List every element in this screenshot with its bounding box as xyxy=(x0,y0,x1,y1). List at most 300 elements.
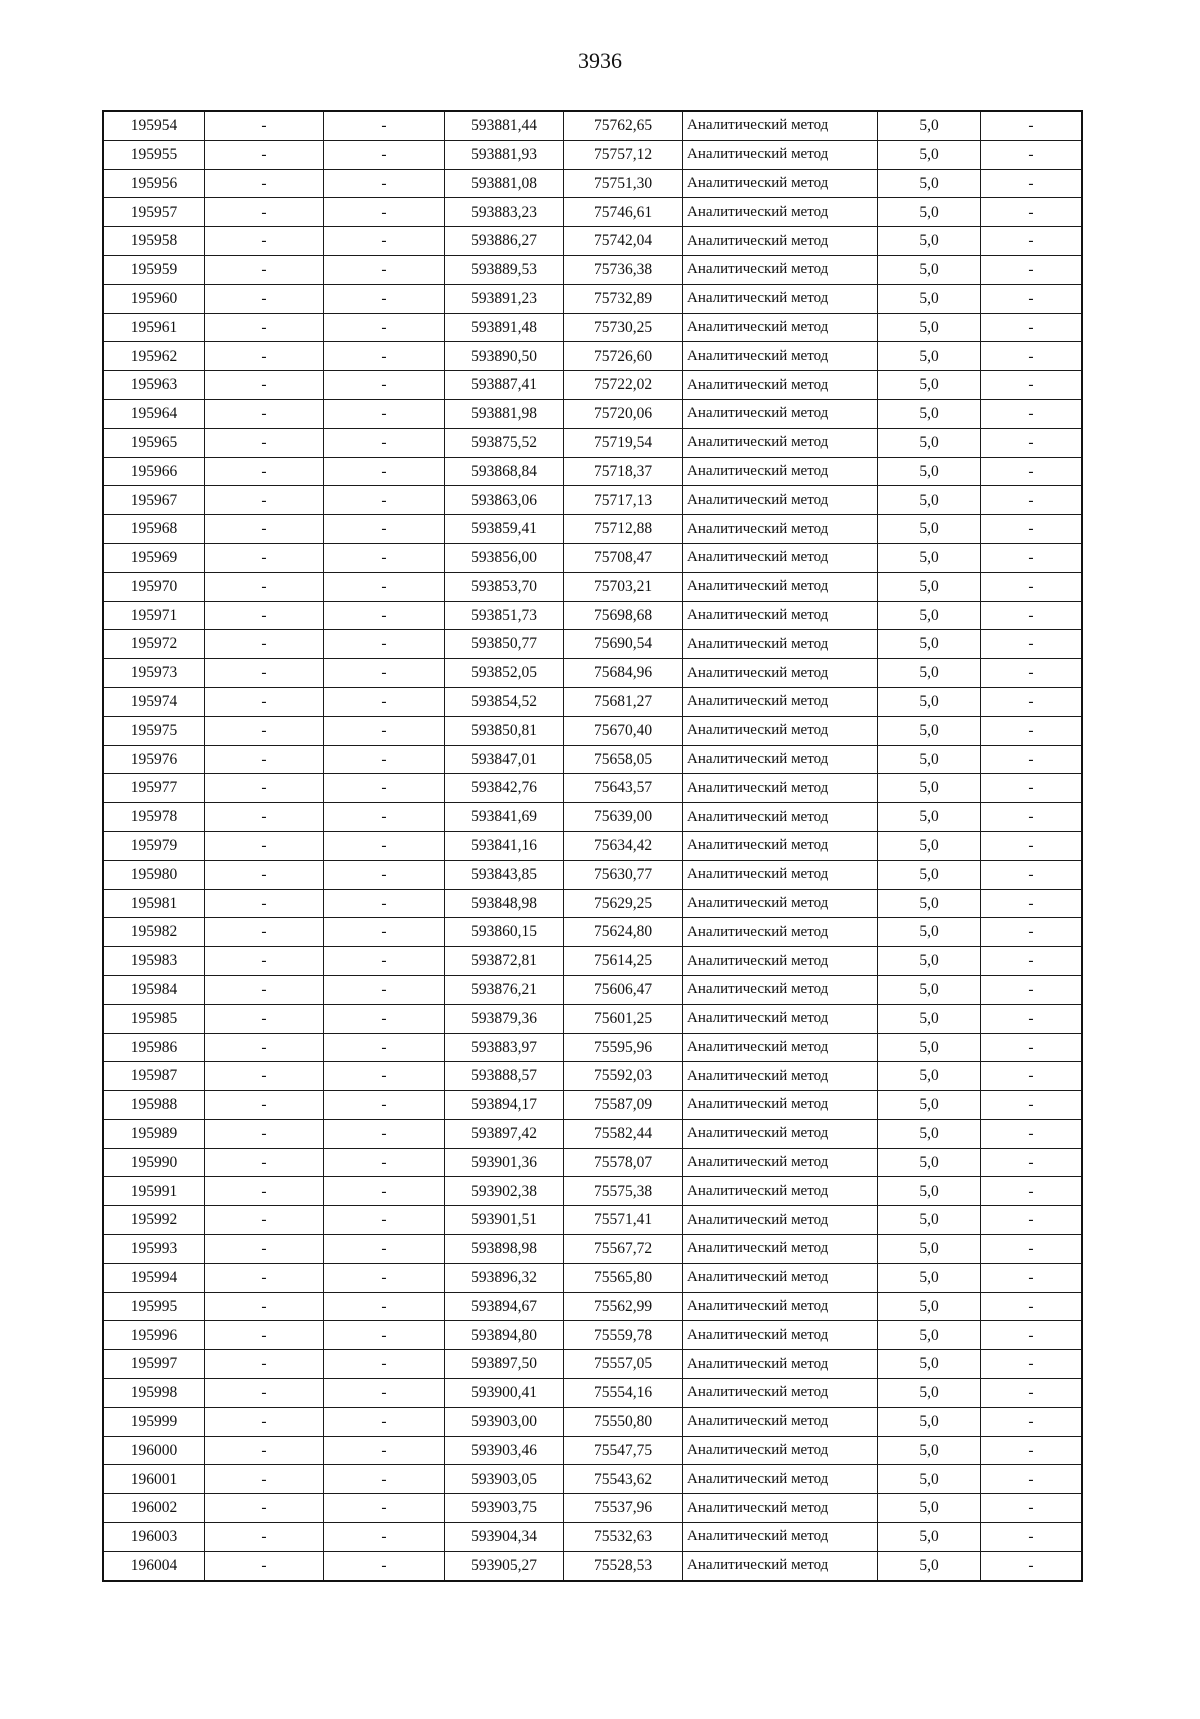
empty-cell-c: - xyxy=(981,1292,1083,1321)
accuracy-cell: 5,0 xyxy=(878,543,981,572)
point-id-cell: 195959 xyxy=(103,255,205,284)
table-row xyxy=(103,1436,1082,1465)
table-row xyxy=(103,1379,1082,1408)
accuracy-cell: 5,0 xyxy=(878,1062,981,1091)
table-row xyxy=(103,1350,1082,1379)
method-cell: Аналитический метод xyxy=(683,227,878,256)
x-coordinate-cell: 593843,85 xyxy=(445,860,564,889)
point-id-cell: 195989 xyxy=(103,1119,205,1148)
point-id-cell: 195976 xyxy=(103,745,205,774)
empty-cell-c: - xyxy=(981,1148,1083,1177)
empty-cell-b: - xyxy=(324,313,445,342)
accuracy-cell: 5,0 xyxy=(878,1379,981,1408)
empty-cell-c: - xyxy=(981,1062,1083,1091)
table-row xyxy=(103,601,1082,630)
table-row xyxy=(103,1523,1082,1552)
method-cell: Аналитический метод xyxy=(683,255,878,284)
accuracy-cell: 5,0 xyxy=(878,313,981,342)
empty-cell-b: - xyxy=(324,831,445,860)
y-coordinate-cell: 75742,04 xyxy=(564,227,683,256)
point-id-cell: 195960 xyxy=(103,284,205,313)
method-cell: Аналитический метод xyxy=(683,572,878,601)
y-coordinate-cell: 75719,54 xyxy=(564,428,683,457)
accuracy-cell: 5,0 xyxy=(878,140,981,169)
y-coordinate-cell: 75595,96 xyxy=(564,1033,683,1062)
x-coordinate-cell: 593903,05 xyxy=(445,1465,564,1494)
y-coordinate-cell: 75712,88 xyxy=(564,515,683,544)
empty-cell-b: - xyxy=(324,428,445,457)
empty-cell-b: - xyxy=(324,457,445,486)
method-cell: Аналитический метод xyxy=(683,371,878,400)
point-id-cell: 195964 xyxy=(103,399,205,428)
empty-cell-a: - xyxy=(205,947,324,976)
x-coordinate-cell: 593904,34 xyxy=(445,1523,564,1552)
table-row xyxy=(103,659,1082,688)
empty-cell-a: - xyxy=(205,198,324,227)
y-coordinate-cell: 75547,75 xyxy=(564,1436,683,1465)
method-cell: Аналитический метод xyxy=(683,399,878,428)
point-id-cell: 195987 xyxy=(103,1062,205,1091)
y-coordinate-cell: 75528,53 xyxy=(564,1551,683,1580)
accuracy-cell: 5,0 xyxy=(878,1494,981,1523)
table-row xyxy=(103,111,1082,140)
y-coordinate-cell: 75720,06 xyxy=(564,399,683,428)
y-coordinate-cell: 75690,54 xyxy=(564,630,683,659)
method-cell: Аналитический метод xyxy=(683,745,878,774)
point-id-cell: 195993 xyxy=(103,1235,205,1264)
accuracy-cell: 5,0 xyxy=(878,111,981,140)
empty-cell-c: - xyxy=(981,1004,1083,1033)
table-row xyxy=(103,1465,1082,1494)
y-coordinate-cell: 75703,21 xyxy=(564,572,683,601)
empty-cell-c: - xyxy=(981,1091,1083,1120)
table-row xyxy=(103,1235,1082,1264)
method-cell: Аналитический метод xyxy=(683,457,878,486)
y-coordinate-cell: 75751,30 xyxy=(564,169,683,198)
empty-cell-b: - xyxy=(324,198,445,227)
empty-cell-b: - xyxy=(324,543,445,572)
table-row xyxy=(103,284,1082,313)
x-coordinate-cell: 593886,27 xyxy=(445,227,564,256)
accuracy-cell: 5,0 xyxy=(878,716,981,745)
y-coordinate-cell: 75732,89 xyxy=(564,284,683,313)
x-coordinate-cell: 593905,27 xyxy=(445,1551,564,1580)
point-id-cell: 195982 xyxy=(103,918,205,947)
x-coordinate-cell: 593883,23 xyxy=(445,198,564,227)
y-coordinate-cell: 75606,47 xyxy=(564,975,683,1004)
x-coordinate-cell: 593859,41 xyxy=(445,515,564,544)
x-coordinate-cell: 593868,84 xyxy=(445,457,564,486)
empty-cell-a: - xyxy=(205,543,324,572)
method-cell: Аналитический метод xyxy=(683,1177,878,1206)
table-row xyxy=(103,572,1082,601)
x-coordinate-cell: 593888,57 xyxy=(445,1062,564,1091)
empty-cell-c: - xyxy=(981,860,1083,889)
empty-cell-c: - xyxy=(981,255,1083,284)
accuracy-cell: 5,0 xyxy=(878,1551,981,1580)
point-id-cell: 195954 xyxy=(103,111,205,140)
y-coordinate-cell: 75643,57 xyxy=(564,774,683,803)
accuracy-cell: 5,0 xyxy=(878,1206,981,1235)
accuracy-cell: 5,0 xyxy=(878,860,981,889)
table-row xyxy=(103,1062,1082,1091)
empty-cell-a: - xyxy=(205,111,324,140)
empty-cell-c: - xyxy=(981,745,1083,774)
empty-cell-c: - xyxy=(981,198,1083,227)
empty-cell-c: - xyxy=(981,803,1083,832)
point-id-cell: 195962 xyxy=(103,342,205,371)
y-coordinate-cell: 75639,00 xyxy=(564,803,683,832)
empty-cell-c: - xyxy=(981,716,1083,745)
y-coordinate-cell: 75718,37 xyxy=(564,457,683,486)
table-row xyxy=(103,428,1082,457)
page-number: 3936 xyxy=(578,48,622,73)
point-id-cell: 196001 xyxy=(103,1465,205,1494)
x-coordinate-cell: 593901,51 xyxy=(445,1206,564,1235)
empty-cell-c: - xyxy=(981,399,1083,428)
empty-cell-c: - xyxy=(981,687,1083,716)
method-cell: Аналитический метод xyxy=(683,1091,878,1120)
empty-cell-c: - xyxy=(981,1465,1083,1494)
empty-cell-a: - xyxy=(205,342,324,371)
y-coordinate-cell: 75658,05 xyxy=(564,745,683,774)
empty-cell-c: - xyxy=(981,774,1083,803)
empty-cell-b: - xyxy=(324,399,445,428)
empty-cell-b: - xyxy=(324,889,445,918)
empty-cell-b: - xyxy=(324,1148,445,1177)
x-coordinate-cell: 593848,98 xyxy=(445,889,564,918)
accuracy-cell: 5,0 xyxy=(878,371,981,400)
x-coordinate-cell: 593841,16 xyxy=(445,831,564,860)
method-cell: Аналитический метод xyxy=(683,659,878,688)
point-id-cell: 195968 xyxy=(103,515,205,544)
empty-cell-b: - xyxy=(324,1263,445,1292)
method-cell: Аналитический метод xyxy=(683,889,878,918)
empty-cell-a: - xyxy=(205,1379,324,1408)
method-cell: Аналитический метод xyxy=(683,687,878,716)
x-coordinate-cell: 593891,48 xyxy=(445,313,564,342)
empty-cell-a: - xyxy=(205,1148,324,1177)
table-row xyxy=(103,745,1082,774)
x-coordinate-cell: 593894,17 xyxy=(445,1091,564,1120)
empty-cell-c: - xyxy=(981,1235,1083,1264)
empty-cell-a: - xyxy=(205,659,324,688)
empty-cell-c: - xyxy=(981,1551,1083,1580)
table-row xyxy=(103,198,1082,227)
table-row xyxy=(103,371,1082,400)
empty-cell-b: - xyxy=(324,975,445,1004)
empty-cell-c: - xyxy=(981,659,1083,688)
point-id-cell: 195979 xyxy=(103,831,205,860)
point-id-cell: 195988 xyxy=(103,1091,205,1120)
y-coordinate-cell: 75722,02 xyxy=(564,371,683,400)
x-coordinate-cell: 593903,46 xyxy=(445,1436,564,1465)
y-coordinate-cell: 75571,41 xyxy=(564,1206,683,1235)
empty-cell-a: - xyxy=(205,1551,324,1580)
empty-cell-b: - xyxy=(324,803,445,832)
coordinates-table-body xyxy=(103,111,1082,1581)
empty-cell-a: - xyxy=(205,831,324,860)
x-coordinate-cell: 593851,73 xyxy=(445,601,564,630)
accuracy-cell: 5,0 xyxy=(878,659,981,688)
empty-cell-a: - xyxy=(205,572,324,601)
table-row xyxy=(103,687,1082,716)
method-cell: Аналитический метод xyxy=(683,342,878,371)
accuracy-cell: 5,0 xyxy=(878,918,981,947)
method-cell: Аналитический метод xyxy=(683,198,878,227)
table-row xyxy=(103,227,1082,256)
point-id-cell: 195995 xyxy=(103,1292,205,1321)
point-id-cell: 195998 xyxy=(103,1379,205,1408)
empty-cell-b: - xyxy=(324,860,445,889)
table-row xyxy=(103,1407,1082,1436)
method-cell: Аналитический метод xyxy=(683,1494,878,1523)
x-coordinate-cell: 593872,81 xyxy=(445,947,564,976)
accuracy-cell: 5,0 xyxy=(878,1407,981,1436)
empty-cell-c: - xyxy=(981,1206,1083,1235)
point-id-cell: 195994 xyxy=(103,1263,205,1292)
y-coordinate-cell: 75559,78 xyxy=(564,1321,683,1350)
accuracy-cell: 5,0 xyxy=(878,687,981,716)
empty-cell-c: - xyxy=(981,572,1083,601)
empty-cell-a: - xyxy=(205,399,324,428)
empty-cell-b: - xyxy=(324,1379,445,1408)
empty-cell-b: - xyxy=(324,1551,445,1580)
y-coordinate-cell: 75592,03 xyxy=(564,1062,683,1091)
empty-cell-c: - xyxy=(981,889,1083,918)
empty-cell-c: - xyxy=(981,1350,1083,1379)
accuracy-cell: 5,0 xyxy=(878,1033,981,1062)
point-id-cell: 195956 xyxy=(103,169,205,198)
empty-cell-b: - xyxy=(324,659,445,688)
empty-cell-a: - xyxy=(205,1091,324,1120)
x-coordinate-cell: 593897,42 xyxy=(445,1119,564,1148)
point-id-cell: 195970 xyxy=(103,572,205,601)
y-coordinate-cell: 75708,47 xyxy=(564,543,683,572)
method-cell: Аналитический метод xyxy=(683,543,878,572)
method-cell: Аналитический метод xyxy=(683,831,878,860)
point-id-cell: 195980 xyxy=(103,860,205,889)
empty-cell-b: - xyxy=(324,601,445,630)
empty-cell-b: - xyxy=(324,111,445,140)
method-cell: Аналитический метод xyxy=(683,1407,878,1436)
method-cell: Аналитический метод xyxy=(683,860,878,889)
empty-cell-c: - xyxy=(981,342,1083,371)
table-row xyxy=(103,918,1082,947)
empty-cell-b: - xyxy=(324,1350,445,1379)
method-cell: Аналитический метод xyxy=(683,1062,878,1091)
empty-cell-a: - xyxy=(205,140,324,169)
point-id-cell: 195967 xyxy=(103,486,205,515)
empty-cell-b: - xyxy=(324,745,445,774)
accuracy-cell: 5,0 xyxy=(878,1263,981,1292)
x-coordinate-cell: 593881,93 xyxy=(445,140,564,169)
x-coordinate-cell: 593890,50 xyxy=(445,342,564,371)
accuracy-cell: 5,0 xyxy=(878,227,981,256)
y-coordinate-cell: 75601,25 xyxy=(564,1004,683,1033)
y-coordinate-cell: 75565,80 xyxy=(564,1263,683,1292)
table-row xyxy=(103,313,1082,342)
y-coordinate-cell: 75726,60 xyxy=(564,342,683,371)
empty-cell-a: - xyxy=(205,1465,324,1494)
empty-cell-a: - xyxy=(205,803,324,832)
empty-cell-c: - xyxy=(981,918,1083,947)
empty-cell-b: - xyxy=(324,486,445,515)
empty-cell-b: - xyxy=(324,1091,445,1120)
accuracy-cell: 5,0 xyxy=(878,1292,981,1321)
x-coordinate-cell: 593881,98 xyxy=(445,399,564,428)
point-id-cell: 195973 xyxy=(103,659,205,688)
point-id-cell: 195963 xyxy=(103,371,205,400)
method-cell: Аналитический метод xyxy=(683,1436,878,1465)
y-coordinate-cell: 75582,44 xyxy=(564,1119,683,1148)
accuracy-cell: 5,0 xyxy=(878,601,981,630)
empty-cell-c: - xyxy=(981,601,1083,630)
empty-cell-a: - xyxy=(205,227,324,256)
empty-cell-a: - xyxy=(205,1033,324,1062)
accuracy-cell: 5,0 xyxy=(878,284,981,313)
empty-cell-b: - xyxy=(324,572,445,601)
table-row xyxy=(103,975,1082,1004)
x-coordinate-cell: 593891,23 xyxy=(445,284,564,313)
accuracy-cell: 5,0 xyxy=(878,745,981,774)
x-coordinate-cell: 593850,77 xyxy=(445,630,564,659)
empty-cell-c: - xyxy=(981,947,1083,976)
table-row xyxy=(103,399,1082,428)
x-coordinate-cell: 593896,32 xyxy=(445,1263,564,1292)
table-row xyxy=(103,860,1082,889)
method-cell: Аналитический метод xyxy=(683,140,878,169)
point-id-cell: 195966 xyxy=(103,457,205,486)
accuracy-cell: 5,0 xyxy=(878,831,981,860)
accuracy-cell: 5,0 xyxy=(878,342,981,371)
point-id-cell: 195985 xyxy=(103,1004,205,1033)
table-row xyxy=(103,1033,1082,1062)
accuracy-cell: 5,0 xyxy=(878,198,981,227)
empty-cell-a: - xyxy=(205,716,324,745)
method-cell: Аналитический метод xyxy=(683,1292,878,1321)
y-coordinate-cell: 75532,63 xyxy=(564,1523,683,1552)
empty-cell-b: - xyxy=(324,1407,445,1436)
empty-cell-c: - xyxy=(981,1494,1083,1523)
empty-cell-b: - xyxy=(324,284,445,313)
accuracy-cell: 5,0 xyxy=(878,1091,981,1120)
method-cell: Аналитический метод xyxy=(683,1033,878,1062)
x-coordinate-cell: 593881,08 xyxy=(445,169,564,198)
empty-cell-a: - xyxy=(205,1292,324,1321)
empty-cell-c: - xyxy=(981,457,1083,486)
empty-cell-b: - xyxy=(324,342,445,371)
point-id-cell: 195978 xyxy=(103,803,205,832)
method-cell: Аналитический метод xyxy=(683,1004,878,1033)
table-row xyxy=(103,342,1082,371)
accuracy-cell: 5,0 xyxy=(878,1004,981,1033)
empty-cell-b: - xyxy=(324,1523,445,1552)
x-coordinate-cell: 593854,52 xyxy=(445,687,564,716)
method-cell: Аналитический метод xyxy=(683,630,878,659)
accuracy-cell: 5,0 xyxy=(878,1523,981,1552)
empty-cell-a: - xyxy=(205,255,324,284)
point-id-cell: 195984 xyxy=(103,975,205,1004)
x-coordinate-cell: 593853,70 xyxy=(445,572,564,601)
point-id-cell: 195977 xyxy=(103,774,205,803)
method-cell: Аналитический метод xyxy=(683,1148,878,1177)
point-id-cell: 195991 xyxy=(103,1177,205,1206)
empty-cell-c: - xyxy=(981,1436,1083,1465)
accuracy-cell: 5,0 xyxy=(878,1148,981,1177)
x-coordinate-cell: 593903,75 xyxy=(445,1494,564,1523)
y-coordinate-cell: 75629,25 xyxy=(564,889,683,918)
empty-cell-c: - xyxy=(981,486,1083,515)
table-row xyxy=(103,803,1082,832)
empty-cell-c: - xyxy=(981,371,1083,400)
empty-cell-a: - xyxy=(205,975,324,1004)
method-cell: Аналитический метод xyxy=(683,1321,878,1350)
empty-cell-a: - xyxy=(205,918,324,947)
empty-cell-b: - xyxy=(324,1062,445,1091)
empty-cell-b: - xyxy=(324,1436,445,1465)
empty-cell-c: - xyxy=(981,515,1083,544)
empty-cell-b: - xyxy=(324,687,445,716)
empty-cell-b: - xyxy=(324,169,445,198)
x-coordinate-cell: 593897,50 xyxy=(445,1350,564,1379)
empty-cell-a: - xyxy=(205,515,324,544)
method-cell: Аналитический метод xyxy=(683,169,878,198)
empty-cell-c: - xyxy=(981,284,1083,313)
empty-cell-c: - xyxy=(981,1523,1083,1552)
method-cell: Аналитический метод xyxy=(683,774,878,803)
empty-cell-a: - xyxy=(205,1407,324,1436)
empty-cell-a: - xyxy=(205,1062,324,1091)
x-coordinate-cell: 593889,53 xyxy=(445,255,564,284)
accuracy-cell: 5,0 xyxy=(878,572,981,601)
x-coordinate-cell: 593903,00 xyxy=(445,1407,564,1436)
empty-cell-b: - xyxy=(324,1235,445,1264)
y-coordinate-cell: 75762,65 xyxy=(564,111,683,140)
point-id-cell: 195997 xyxy=(103,1350,205,1379)
point-id-cell: 195974 xyxy=(103,687,205,716)
empty-cell-a: - xyxy=(205,745,324,774)
accuracy-cell: 5,0 xyxy=(878,515,981,544)
y-coordinate-cell: 75575,38 xyxy=(564,1177,683,1206)
point-id-cell: 195999 xyxy=(103,1407,205,1436)
accuracy-cell: 5,0 xyxy=(878,774,981,803)
empty-cell-b: - xyxy=(324,1465,445,1494)
point-id-cell: 195955 xyxy=(103,140,205,169)
empty-cell-a: - xyxy=(205,1004,324,1033)
empty-cell-c: - xyxy=(981,1407,1083,1436)
point-id-cell: 195958 xyxy=(103,227,205,256)
table-row xyxy=(103,255,1082,284)
method-cell: Аналитический метод xyxy=(683,1206,878,1235)
empty-cell-c: - xyxy=(981,140,1083,169)
empty-cell-a: - xyxy=(205,860,324,889)
accuracy-cell: 5,0 xyxy=(878,1436,981,1465)
empty-cell-a: - xyxy=(205,169,324,198)
accuracy-cell: 5,0 xyxy=(878,975,981,1004)
table-row xyxy=(103,1206,1082,1235)
accuracy-cell: 5,0 xyxy=(878,630,981,659)
method-cell: Аналитический метод xyxy=(683,947,878,976)
point-id-cell: 196003 xyxy=(103,1523,205,1552)
y-coordinate-cell: 75757,12 xyxy=(564,140,683,169)
table-row xyxy=(103,947,1082,976)
table-row xyxy=(103,1091,1082,1120)
table-row xyxy=(103,831,1082,860)
empty-cell-c: - xyxy=(981,227,1083,256)
empty-cell-a: - xyxy=(205,601,324,630)
method-cell: Аналитический метод xyxy=(683,1235,878,1264)
